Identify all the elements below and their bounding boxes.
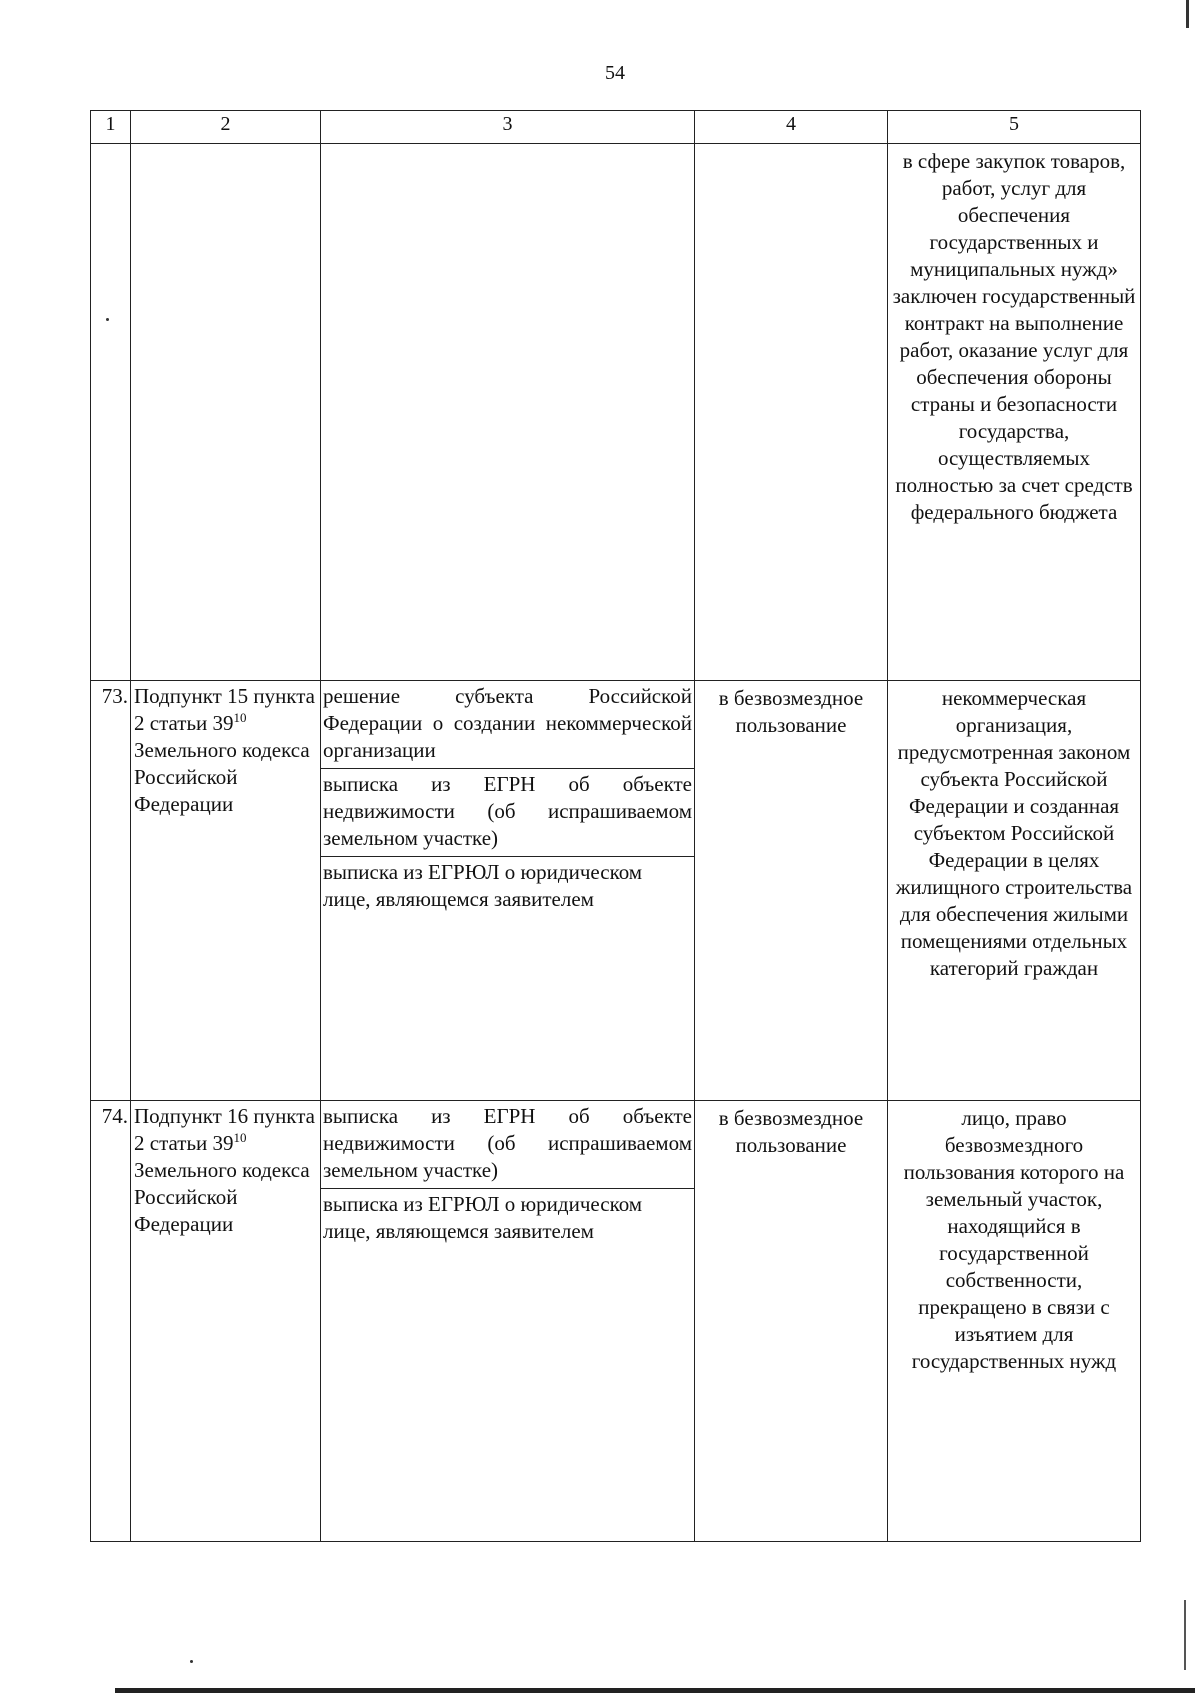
right-type: в безвозмездное пользование [695,1101,888,1542]
document-item: выписка из ЕГРН об объекте недвижимости (об испрашиваемом земельном участке) [323,1104,692,1182]
scan-bottom-edge [115,1688,1195,1693]
legal-basis [131,681,321,1101]
table-row [91,681,1141,1101]
documents-cell [321,681,695,1101]
right-type: в безвозмездное пользование [695,681,888,1101]
document-item: выписка из ЕГРЮЛ о юридическом лице, являющемся заявителем [321,1188,694,1249]
document-item: решение субъекта Российской Федерации о создании некоммерческой организации [323,684,692,762]
legal-basis-sup: 10 [233,710,247,725]
scan-speck [190,1660,193,1663]
table-row [91,1101,1141,1542]
header-cell: 1 [91,111,131,144]
legal-basis [131,144,321,681]
row-number: 73. [91,681,131,1101]
applicant-category: некоммерческая организация, предусмотренная законом субъекта Российской Федерации и созданная субъектом Российской Федерации в целях жилищного строительства для обеспечения жилыми помещениями отдельных категорий граждан [888,681,1141,1101]
applicant-category: в сфере закупок товаров, работ, услуг для обеспечения государственных и муниципальных нужд» заключен государственный контракт на выполнение работ, оказание услуг для обеспечения обороны страны и безопасности государства, осуществляемых полностью за счет средств федерального бюджета [888,144,1141,681]
scan-edge-mark [1186,0,1189,28]
legal-basis-prefix: Подпункт 15 пункта 2 статьи 39 [134,684,315,735]
table-header-row [91,111,1141,144]
row-number: 74. [91,1101,131,1542]
document-item: выписка из ЕГРН об объекте недвижимости (об испрашиваемом земельном участке) [321,768,694,856]
scan-speck [106,318,109,321]
document-table [90,110,1141,1542]
header-cell: 4 [695,111,888,144]
header-cell: 5 [888,111,1141,144]
table-row [91,144,1141,681]
documents-cell [321,144,695,681]
legal-basis [131,1101,321,1542]
page-number: 54 [605,62,625,84]
right-type [695,144,888,681]
header-cell: 3 [321,111,695,144]
legal-basis-prefix: Подпункт 16 пункта 2 статьи 39 [134,1104,315,1155]
document-item: выписка из ЕГРЮЛ о юридическом лице, являющемся заявителем [321,856,694,917]
legal-basis-suffix: Земельного кодекса Российской Федерации [134,1158,310,1236]
applicant-category: лицо, право безвозмездного пользования которого на земельный участок, находящийся в государственной собственности, прекращено в связи с изъятием для государственных нужд [888,1101,1141,1542]
legal-basis-sup: 10 [233,1130,247,1145]
documents-cell [321,1101,695,1542]
legal-basis-suffix: Земельного кодекса Российской Федерации [134,738,310,816]
row-number [91,144,131,681]
header-cell: 2 [131,111,321,144]
scan-edge-mark [1184,1600,1186,1670]
